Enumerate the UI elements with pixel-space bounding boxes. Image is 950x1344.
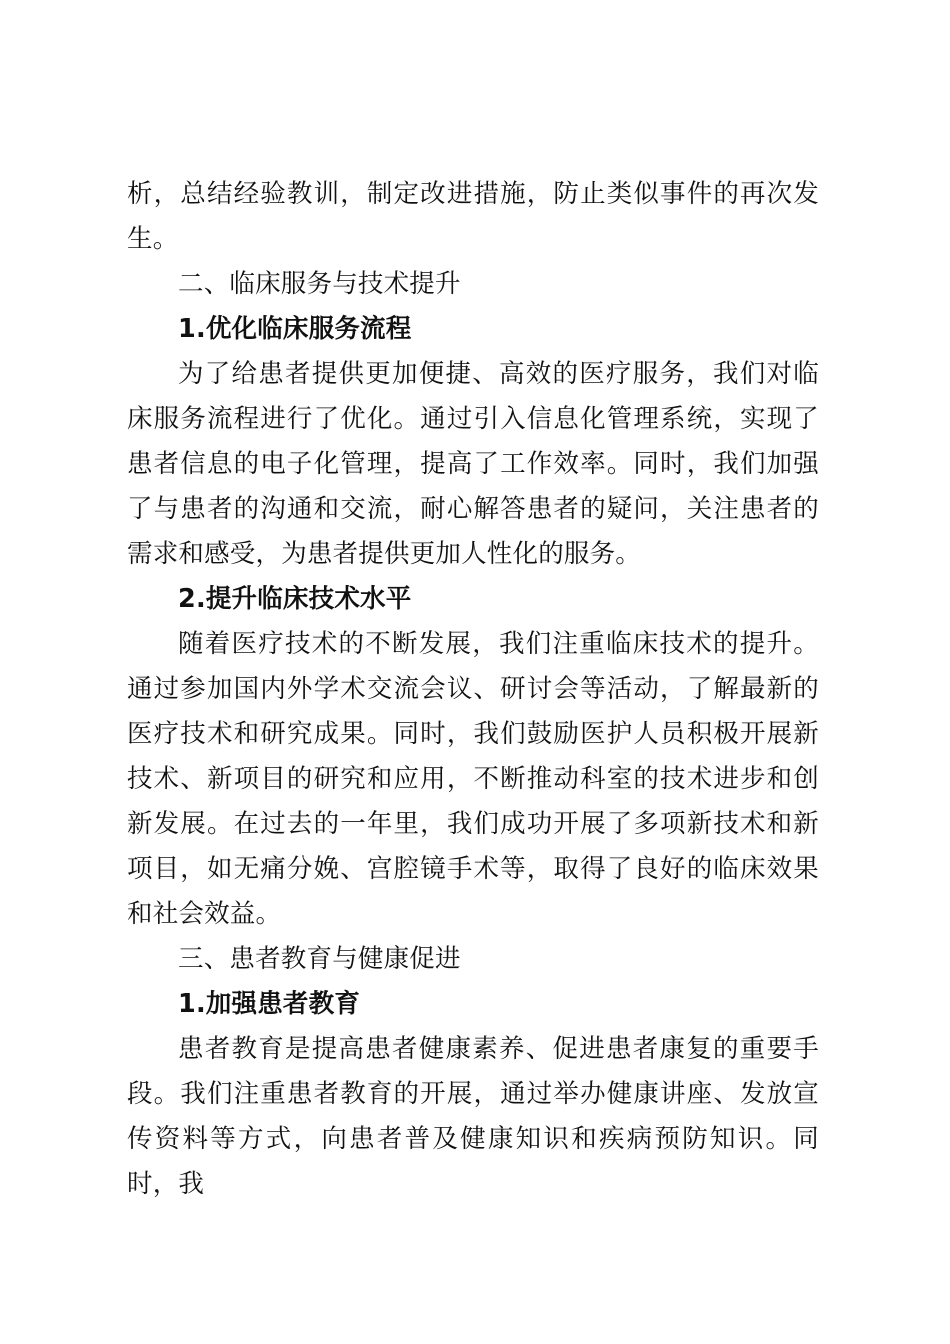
- subheading-optimize-service: 1.优化临床服务流程: [178, 314, 412, 344]
- paragraph-technique: 随着医疗技术的不断发展，我们注重临床技术的提升。通过参加国内外学术交流会议、研讨会等活动，了解最新的医疗技术和研究成果。同时，我们鼓励医护人员积极开展新技术、新项目的研究和应用，不断推动科室的技术进步和创新发展。在过去的一年里，我们成功开展了多项新技术和新项目，如无痛分娩、宫腔镜手术等，取得了良好的临床效果和社会效益。: [127, 629, 819, 929]
- document-body: [127, 172, 819, 1207]
- section-heading-3: 三、患者教育与健康促进: [178, 944, 461, 974]
- paragraph-patient-education: 患者教育是提高患者健康素养、促进患者康复的重要手段。我们注重患者教育的开展，通过举办健康讲座、发放宣传资料等方式，向患者普及健康知识和疾病预防知识。同时，我: [127, 1034, 819, 1199]
- paragraph-service-flow: 为了给患者提供更加便捷、高效的医疗服务，我们对临床服务流程进行了优化。通过引入信息化管理系统，实现了患者信息的电子化管理，提高了工作效率。同时，我们加强了与患者的沟通和交流，耐心解答患者的疑问，关注患者的需求和感受，为患者提供更加人性化的服务。: [127, 359, 819, 569]
- section-heading-2: 二、临床服务与技术提升: [178, 269, 461, 299]
- paragraph-continuation: 析，总结经验教训，制定改进措施，防止类似事件的再次发生。: [127, 179, 819, 254]
- subheading-patient-education: 1.加强患者教育: [178, 989, 361, 1019]
- subheading-improve-technique: 2.提升临床技术水平: [178, 584, 412, 614]
